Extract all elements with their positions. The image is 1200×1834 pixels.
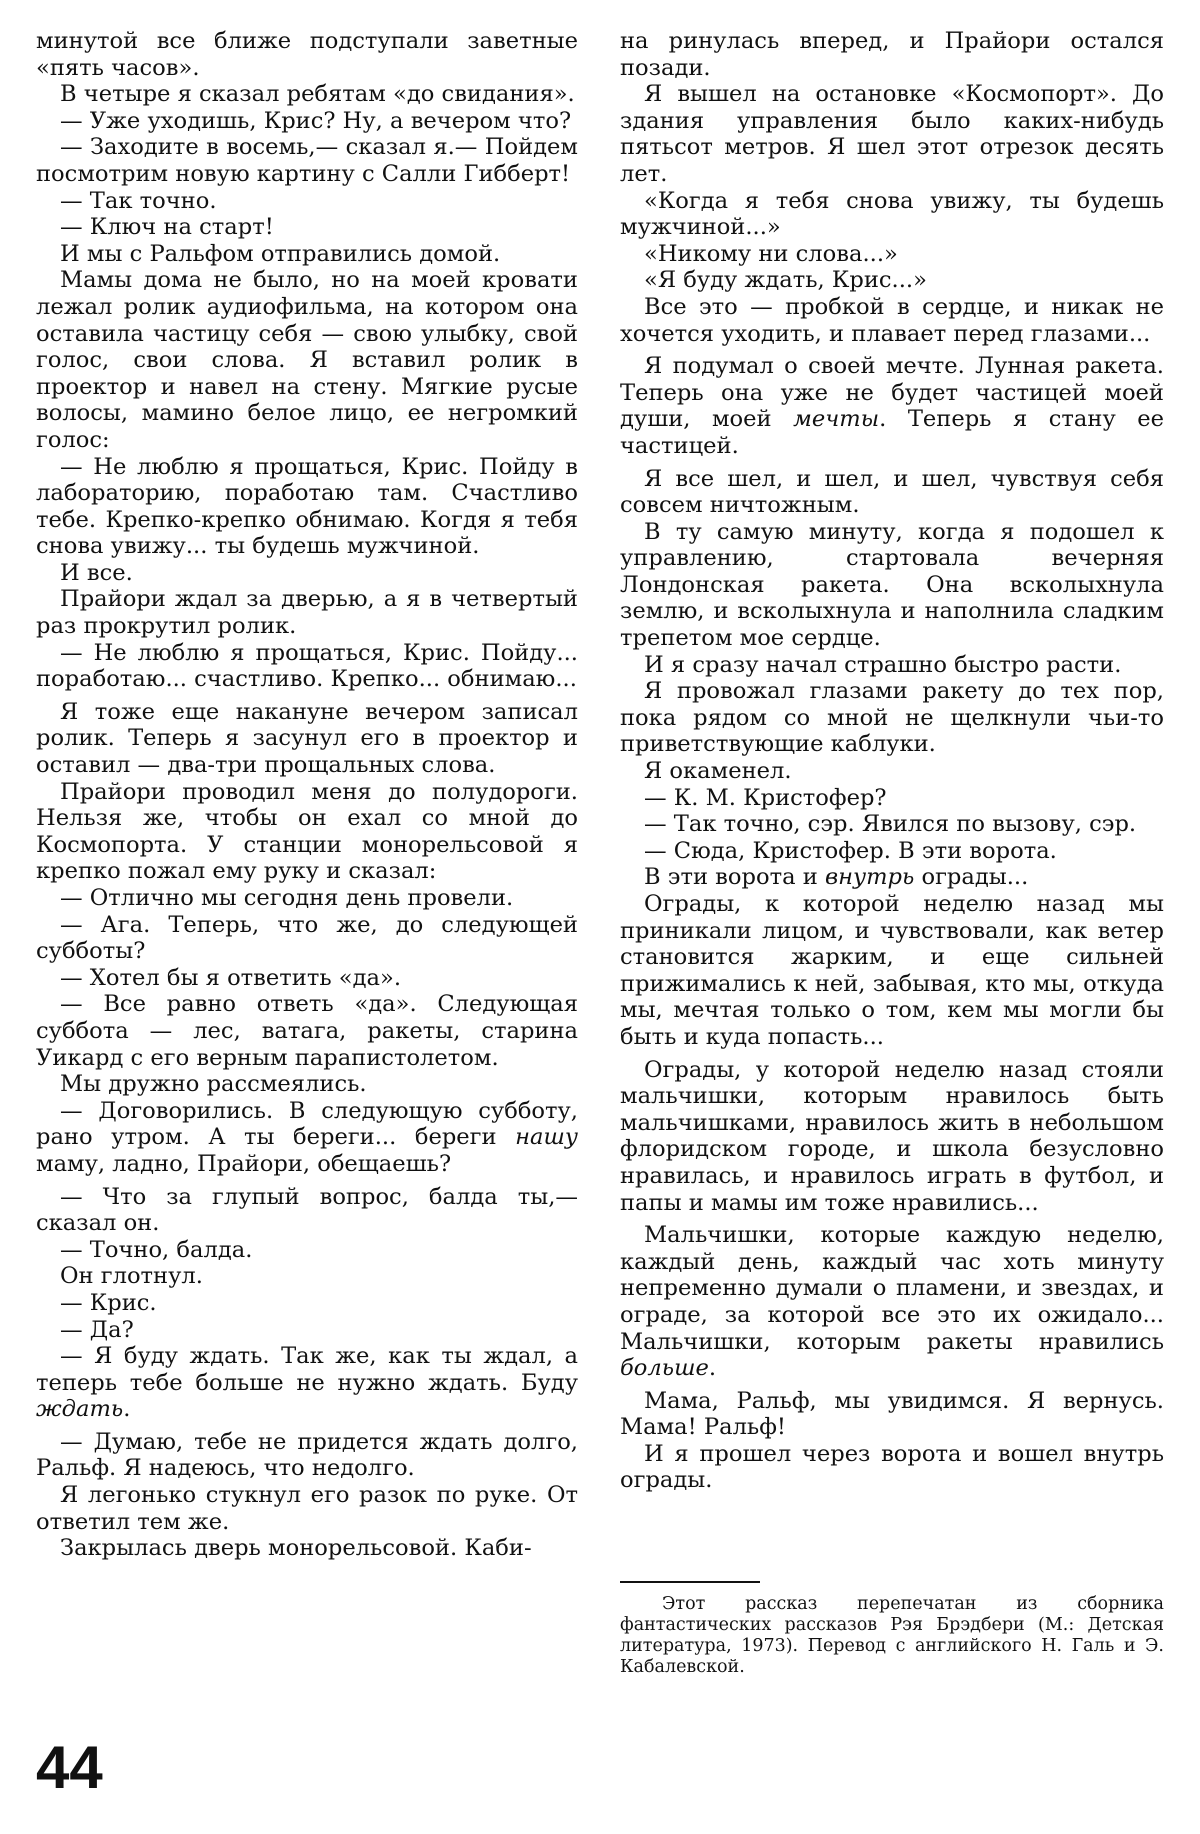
left-column [36,28,578,1562]
paragraph: И я сразу начал страшно быстро расти. [644,651,1122,678]
emphasis: нашу [515,1124,578,1151]
paragraph: Я тоже еще накануне вечером записал ролик. Теперь я засунул его в проектор и оставил — два-три прощальных слова. [36,698,578,779]
paragraph: минутой все ближе подступали заветные «пять часов». [36,28,578,81]
paragraph: — Отлично мы сегодня день провели. [60,885,514,911]
emphasis: больше [620,1355,709,1382]
paragraph: — Крис. [60,1289,157,1316]
paragraph: Ограды, к которой неделю назад мы приникали лицом, и чувствовали, как ветер становится жарким, и еще сильней прижимались к ней, забывая, кто мы, откуда мы, мечтая только о том, кем мы могли бы быть и куда попасть... [620,891,1164,1050]
paragraph: — Ключ на старт! [60,214,274,241]
paragraph: В ту самую минуту, когда я подошел к управлению, стартовала вечерняя Лондонская ракета. Она всколыхнула землю, и всколыхнула и наполнила сладким трепетом мое сердце. [620,518,1164,652]
paragraph: Все это — пробкой в сердце, и никак не хочется уходить, и плавает перед глазами... [620,293,1164,347]
paragraph: — Так точно, сэр. Явился по вызову, сэр. [644,811,1137,838]
paragraph: Я легонько стукнул его разок по руке. От ответил тем же. [36,1482,578,1535]
page-number: 44 [36,1734,103,1801]
paragraph: — Так точно. [60,187,217,214]
paragraph: «Когда я тебя снова увижу, ты будешь мужчиной...» [620,187,1164,241]
footnote-text: Этот рассказ перепечатан из сборника фантастических рассказов Рэя Брэдбери (М.: Детская литература, 1973). Перевод с английского Н. Галь и Э. Кабалевской. [620,1594,1164,1677]
paragraph: Я подумал о своей мечте. Лунная ракета. Теперь она уже не будет частицей моей души, моей мечты. Теперь я стану ее частицей. [620,353,1165,459]
paragraph: «Никому ни слова...» [644,240,898,267]
paragraph: Прайори проводил меня до полудороги. Нельзя же, чтобы он ехал со мной до Космопорта. У станции монорельсовой я крепко пожал ему руку и сказал: [36,778,578,885]
paragraph: — Все равно ответь «да». Следующая суббота — лес, ватага, ракеты, старина Уикард с его верным парапистолетом. [36,991,578,1071]
paragraph: — Думаю, тебе не придется ждать долго, Ральф. Я надеюсь, что недолго. [36,1428,578,1482]
paragraph: Я вышел на остановке «Космопорт». До здания управления было каких-нибудь пятьсот метров. Я шел этот отрезок десять лет. [620,81,1164,187]
paragraph: Закрылась дверь монорельсовой. Каби- [60,1535,532,1562]
paragraph: — Договорились. В следующую субботу, рано утром. А ты береги... береги нашу маму, ладно, Прайори, обещаешь? [36,1097,578,1177]
paragraph: — К. М. Кристофер? [644,784,887,811]
paragraph: — Да? [60,1316,134,1343]
emphasis: мечты [793,406,880,433]
paragraph: «Я буду ждать, Крис...» [644,267,927,294]
paragraph: Ограды, у которой неделю назад стояли мальчишки, которым нравилось быть мальчишками, нравилось жить в небольшом флоридском городе, и школа безусловно нравилась, и нравилось играть в футбол, и папы и мамы им тоже нравились... [620,1056,1164,1216]
paragraph: Мама, Ральф, мы увидимся. Я вернусь. Мама! Ральф! [620,1387,1164,1441]
paragraph: — Не люблю я прощаться, Крис. Пойду... поработаю... счастливо. Крепко... обнимаю... [36,639,578,693]
paragraph: Прайори ждал за дверью, а я в четвертый раз прокрутил ролик. [36,586,578,640]
paragraph: на ринулась вперед, и Прайори остался позади. [620,28,1164,81]
right-column [620,28,1164,1494]
emphasis: внутрь [824,864,915,891]
paragraph: И я прошел через ворота и вошел внутрь ограды. [620,1440,1164,1494]
paragraph: Он глотнул. [60,1263,203,1290]
paragraph: Мамы дома не было, но на моей кровати лежал ролик аудиофильма, на котором она оставила частицу себя — свою улыбку, свой голос, свои слова. Я вставил ролик в проектор и навел на стену. Мягкие русые волосы, мамино белое лицо, ее негромкий голос: [36,267,578,453]
paragraph: В четыре я сказал ребятам «до свидания». [60,81,575,108]
paragraph: — Сюда, Кристофер. В эти ворота. [644,837,1057,864]
paragraph: — Ага. Теперь, что же, до следующей субботы? [36,911,578,965]
paragraph: — Заходите в восемь,— сказал я.— Пойдем посмотрим новую картину с Салли Гибберт! [36,134,578,187]
emphasis: ждать [36,1396,124,1423]
paragraph: — Хотел бы я ответить «да». [60,964,402,991]
paragraph: Я все шел, и шел, и шел, чувствуя себя совсем ничтожным. [620,465,1164,519]
paragraph: В эти ворота и внутрь ограды... [644,864,1029,891]
footnote [620,1594,1164,1678]
paragraph: Мы дружно рассмеялись. [60,1071,367,1098]
paragraph: — Точно, балда. [60,1236,253,1263]
paragraph: Мальчишки, которые каждую неделю, каждый день, каждый час хоть минуту непременно думали о пламени, и звездах, и ограде, за которой все это их ожидало... Мальчишки, которым ракеты нравились больше. [620,1222,1164,1382]
paragraph: — Уже уходишь, Крис? Ну, а вечером что? [60,107,572,134]
paragraph: — Я буду ждать. Так же, как ты ждал, а теперь тебе больше не нужно ждать. Буду ждать. [36,1343,578,1423]
paragraph: — Что за глупый вопрос, балда ты,— сказал он. [36,1183,578,1237]
paragraph: И мы с Ральфом отправились домой. [60,240,501,267]
paragraph: Я окаменел. [644,758,792,785]
paragraph: — Не люблю я прощаться, Крис. Пойду в лабораторию, поработаю там. Счастливо тебе. Крепко-крепко обнимаю. Когдя я тебя снова увижу... ты будешь мужчиной. [36,453,578,560]
paragraph: И все. [60,559,133,586]
footnote-divider [620,1581,760,1583]
paragraph: Я провожал глазами ракету до тех пор, пока рядом со мной не щелкнули чьи-то приветствующие каблуки. [620,678,1164,758]
